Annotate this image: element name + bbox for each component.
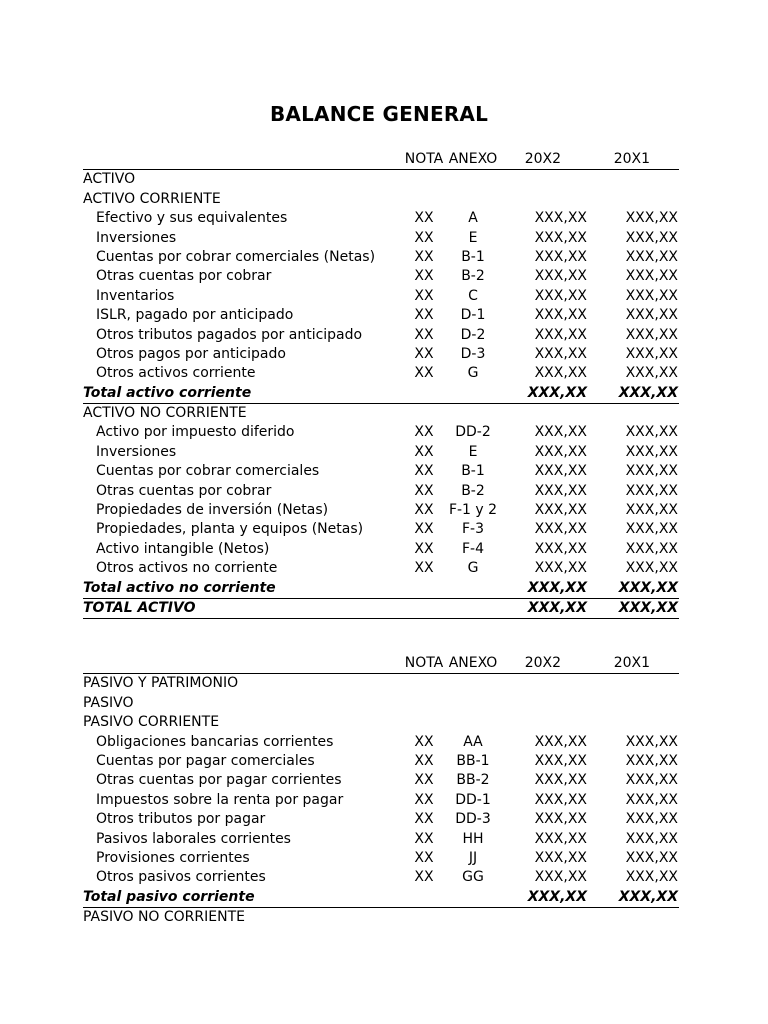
line-item-value-20x1: XXX,XX [625, 482, 678, 499]
section-title: PASIVO Y PATRIMONIO [83, 675, 239, 692]
line-item-value-20x2: XXX,XX [534, 869, 587, 886]
activo-table [83, 150, 679, 619]
line-item-value-20x2: XXX,XX [534, 772, 587, 789]
line-item-label: Otras cuentas por cobrar [96, 268, 272, 285]
line-item-nota: XX [414, 482, 434, 499]
line-item-value-20x1: XXX,XX [625, 521, 678, 538]
header-nota: NOTA [404, 151, 444, 167]
line-item-row [83, 229, 679, 248]
line-item-anexo: DD-2 [455, 424, 491, 441]
line-item-row [83, 326, 679, 345]
header-year-20x1: 20X1 [613, 151, 650, 167]
line-item-anexo: A [468, 210, 478, 227]
line-item-nota: XX [414, 248, 434, 265]
section-title: ACTIVO CORRIENTE [83, 190, 221, 207]
line-item-label: Otros tributos por pagar [96, 811, 266, 828]
total-value-20x1: XXX,XX [618, 599, 678, 616]
line-item-label: Impuestos sobre la renta por pagar [96, 791, 344, 808]
total-value-20x2: XXX,XX [527, 579, 587, 596]
line-item-value-20x2: XXX,XX [534, 791, 587, 808]
activo-corriente-rows [83, 209, 679, 384]
line-item-label: Inversiones [96, 443, 177, 460]
line-item-row [83, 520, 679, 539]
line-item-nota: XX [414, 287, 434, 304]
section-heading [83, 908, 679, 927]
line-item-anexo: G [467, 560, 479, 577]
line-item-row [83, 540, 679, 559]
total-value-20x2: XXX,XX [527, 384, 587, 401]
line-item-nota: XX [414, 733, 434, 750]
line-item-nota: XX [414, 540, 434, 557]
section-title: PASIVO CORRIENTE [83, 714, 220, 731]
line-item-anexo: BB-2 [456, 772, 490, 789]
line-item-anexo: G [467, 365, 479, 382]
section-title: ACTIVO NO CORRIENTE [83, 405, 247, 422]
line-item-anexo: E [468, 443, 478, 460]
line-item-value-20x2: XXX,XX [534, 424, 587, 441]
line-item-value-20x2: XXX,XX [534, 521, 587, 538]
line-item-label: Propiedades, planta y equipos (Netas) [96, 521, 364, 538]
total-label: Total activo no corriente [83, 579, 276, 596]
section-title: PASIVO NO CORRIENTE [83, 909, 245, 926]
line-item-nota: XX [414, 752, 434, 769]
line-item-label: ISLR, pagado por anticipado [96, 307, 294, 324]
line-item-value-20x1: XXX,XX [625, 772, 678, 789]
line-item-value-20x2: XXX,XX [534, 443, 587, 460]
line-item-label: Otros activos no corriente [96, 560, 278, 577]
line-item-anexo: E [468, 229, 478, 246]
total-row [83, 384, 679, 404]
line-item-nota: XX [414, 229, 434, 246]
line-item-value-20x1: XXX,XX [625, 424, 678, 441]
line-item-anexo: DD-3 [455, 811, 491, 828]
line-item-label: Otros pasivos corrientes [96, 869, 266, 886]
line-item-value-20x1: XXX,XX [625, 443, 678, 460]
line-item-value-20x1: XXX,XX [625, 287, 678, 304]
line-item-value-20x2: XXX,XX [534, 811, 587, 828]
line-item-value-20x2: XXX,XX [534, 482, 587, 499]
section-heading [83, 170, 679, 189]
line-item-anexo: B-1 [461, 463, 485, 480]
line-item-row [83, 752, 679, 771]
pasivo-table [83, 654, 679, 927]
line-item-label: Otros pagos por anticipado [96, 345, 286, 362]
line-item-value-20x1: XXX,XX [625, 345, 678, 362]
header-anexo: ANEXO [448, 655, 498, 671]
column-header-row [83, 150, 679, 170]
total-value-20x1: XXX,XX [618, 888, 678, 905]
grand-total-row [83, 599, 679, 619]
line-item-value-20x1: XXX,XX [625, 811, 678, 828]
header-nota: NOTA [404, 655, 444, 671]
section-title: PASIVO [83, 694, 134, 711]
line-item-label: Cuentas por pagar comerciales [96, 752, 315, 769]
line-item-row [83, 482, 679, 501]
total-row [83, 888, 679, 908]
total-label: Total pasivo corriente [83, 888, 255, 905]
line-item-anexo: F-4 [461, 540, 484, 557]
line-item-anexo: HH [462, 830, 484, 847]
line-item-value-20x1: XXX,XX [625, 830, 678, 847]
pasivo-corriente-rows [83, 733, 679, 888]
line-item-label: Activo por impuesto diferido [96, 424, 295, 441]
header-year-20x2: 20X2 [524, 151, 561, 167]
line-item-value-20x1: XXX,XX [625, 268, 678, 285]
line-item-anexo: GG [462, 869, 484, 886]
line-item-value-20x2: XXX,XX [534, 326, 587, 343]
line-item-nota: XX [414, 210, 434, 227]
line-item-nota: XX [414, 463, 434, 480]
line-item-label: Cuentas por cobrar comerciales (Netas) [96, 248, 376, 265]
line-item-value-20x1: XXX,XX [625, 463, 678, 480]
total-value-20x1: XXX,XX [618, 384, 678, 401]
line-item-nota: XX [414, 365, 434, 382]
line-item-nota: XX [414, 345, 434, 362]
line-item-row [83, 868, 679, 887]
line-item-value-20x2: XXX,XX [534, 733, 587, 750]
line-item-anexo: D-1 [460, 307, 486, 324]
line-item-anexo: C [468, 287, 478, 304]
line-item-row [83, 849, 679, 868]
line-item-value-20x2: XXX,XX [534, 752, 587, 769]
line-item-anexo: AA [463, 733, 483, 750]
total-value-20x1: XXX,XX [618, 579, 678, 596]
line-item-nota: XX [414, 830, 434, 847]
line-item-label: Otros tributos pagados por anticipado [96, 326, 363, 343]
header-anexo: ANEXO [448, 151, 498, 167]
line-item-row [83, 733, 679, 752]
line-item-anexo: B-1 [461, 248, 485, 265]
line-item-value-20x1: XXX,XX [625, 210, 678, 227]
line-item-anexo: JJ [468, 849, 478, 866]
line-item-value-20x2: XXX,XX [534, 365, 587, 382]
line-item-nota: XX [414, 811, 434, 828]
line-item-row [83, 267, 679, 286]
line-item-value-20x2: XXX,XX [534, 287, 587, 304]
line-item-label: Activo intangible (Netos) [96, 540, 270, 557]
line-item-nota: XX [414, 521, 434, 538]
line-item-value-20x2: XXX,XX [534, 540, 587, 557]
total-value-20x2: XXX,XX [527, 888, 587, 905]
line-item-label: Provisiones corrientes [96, 849, 250, 866]
line-item-row [83, 345, 679, 364]
line-item-row [83, 462, 679, 481]
section-heading [83, 674, 679, 693]
line-item-nota: XX [414, 849, 434, 866]
total-row [83, 579, 679, 599]
line-item-nota: XX [414, 560, 434, 577]
header-year-20x1: 20X1 [613, 655, 650, 671]
line-item-row [83, 791, 679, 810]
line-item-nota: XX [414, 268, 434, 285]
line-item-value-20x1: XXX,XX [625, 791, 678, 808]
total-value-20x2: XXX,XX [527, 599, 587, 616]
line-item-row [83, 443, 679, 462]
line-item-value-20x1: XXX,XX [625, 502, 678, 519]
line-item-nota: XX [414, 869, 434, 886]
line-item-label: Efectivo y sus equivalentes [96, 210, 288, 227]
line-item-label: Inversiones [96, 229, 177, 246]
line-item-value-20x2: XXX,XX [534, 229, 587, 246]
section-heading [83, 694, 679, 713]
line-item-nota: XX [414, 502, 434, 519]
line-item-row [83, 287, 679, 306]
line-item-value-20x2: XXX,XX [534, 830, 587, 847]
line-item-row [83, 248, 679, 267]
line-item-label: Otras cuentas por pagar corrientes [96, 772, 342, 789]
section-heading [83, 190, 679, 209]
line-item-row [83, 810, 679, 829]
line-item-value-20x1: XXX,XX [625, 307, 678, 324]
line-item-anexo: B-2 [461, 482, 485, 499]
line-item-row [83, 306, 679, 325]
line-item-value-20x2: XXX,XX [534, 560, 587, 577]
line-item-value-20x1: XXX,XX [625, 540, 678, 557]
line-item-value-20x2: XXX,XX [534, 849, 587, 866]
line-item-value-20x1: XXX,XX [625, 560, 678, 577]
line-item-value-20x2: XXX,XX [534, 210, 587, 227]
line-item-label: Inventarios [96, 287, 175, 304]
line-item-label: Pasivos laborales corrientes [96, 830, 291, 847]
line-item-row [83, 771, 679, 790]
line-item-row [83, 209, 679, 228]
line-item-value-20x1: XXX,XX [625, 365, 678, 382]
line-item-nota: XX [414, 772, 434, 789]
line-item-nota: XX [414, 791, 434, 808]
header-year-20x2: 20X2 [524, 655, 561, 671]
line-item-nota: XX [414, 424, 434, 441]
line-item-value-20x2: XXX,XX [534, 307, 587, 324]
line-item-value-20x1: XXX,XX [625, 733, 678, 750]
page-title: BALANCE GENERAL [269, 102, 489, 126]
line-item-value-20x1: XXX,XX [625, 248, 678, 265]
line-item-label: Otros activos corriente [96, 365, 256, 382]
line-item-label: Otras cuentas por cobrar [96, 482, 272, 499]
total-label: TOTAL ACTIVO [83, 599, 196, 616]
line-item-value-20x1: XXX,XX [625, 752, 678, 769]
line-item-value-20x1: XXX,XX [625, 229, 678, 246]
line-item-anexo: D-2 [460, 326, 486, 343]
line-item-value-20x2: XXX,XX [534, 463, 587, 480]
column-header-row [83, 654, 679, 674]
line-item-anexo: F-3 [461, 521, 484, 538]
line-item-value-20x2: XXX,XX [534, 268, 587, 285]
line-item-nota: XX [414, 443, 434, 460]
line-item-value-20x1: XXX,XX [625, 869, 678, 886]
line-item-label: Obligaciones bancarias corrientes [96, 733, 334, 750]
line-item-value-20x2: XXX,XX [534, 248, 587, 265]
line-item-label: Propiedades de inversión (Netas) [96, 502, 329, 519]
line-item-row [83, 830, 679, 849]
line-item-value-20x2: XXX,XX [534, 502, 587, 519]
line-item-row [83, 559, 679, 578]
section-heading [83, 713, 679, 732]
line-item-row [83, 423, 679, 442]
line-item-nota: XX [414, 326, 434, 343]
line-item-anexo: B-2 [461, 268, 485, 285]
line-item-anexo: DD-1 [455, 791, 491, 808]
section-heading [83, 404, 679, 423]
line-item-row [83, 501, 679, 520]
total-label: Total activo corriente [83, 384, 252, 401]
line-item-label: Cuentas por cobrar comerciales [96, 463, 320, 480]
line-item-anexo: D-3 [460, 345, 486, 362]
section-title: ACTIVO [83, 171, 136, 188]
line-item-anexo: BB-1 [456, 752, 490, 769]
line-item-anexo: F-1 y 2 [448, 502, 498, 519]
line-item-value-20x1: XXX,XX [625, 849, 678, 866]
line-item-value-20x2: XXX,XX [534, 345, 587, 362]
activo-no-corriente-rows [83, 423, 679, 578]
line-item-nota: XX [414, 307, 434, 324]
line-item-row [83, 364, 679, 383]
line-item-value-20x1: XXX,XX [625, 326, 678, 343]
